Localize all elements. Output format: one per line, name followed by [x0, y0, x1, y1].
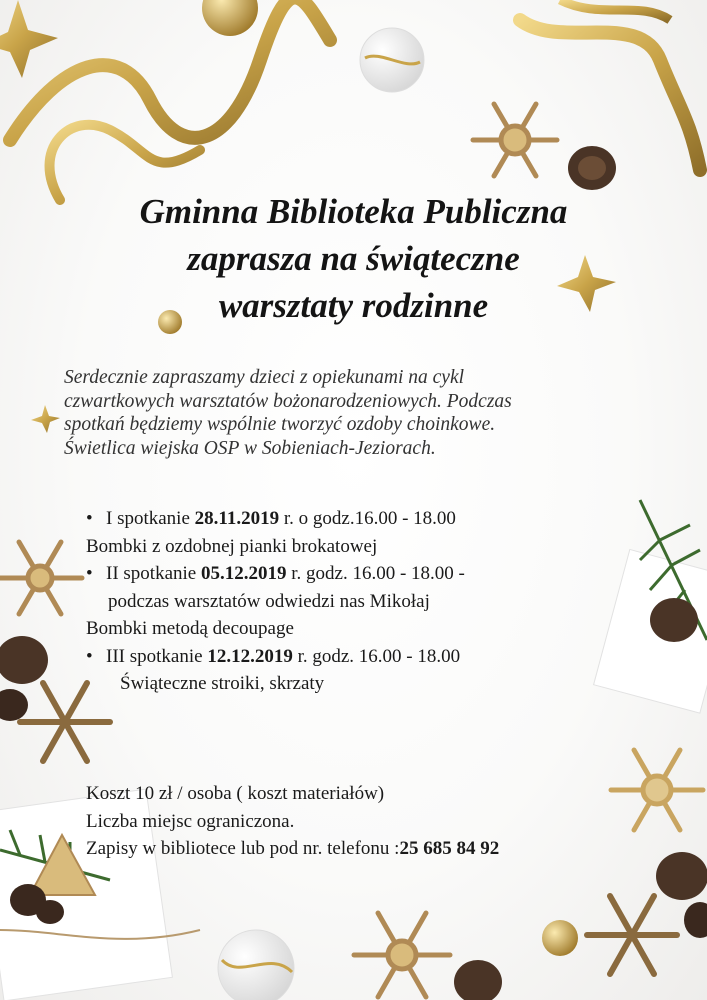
phone-number: 25 685 84 92 [399, 838, 500, 859]
meeting-2-theme: Bombki metodą decoupage [86, 618, 294, 639]
meeting-3-date: 12.12.2019 [207, 645, 293, 667]
ribbon-top-right [520, 20, 700, 170]
ribbon-top-left [10, 0, 330, 140]
title-line-2: zaprasza na świąteczne [187, 239, 520, 278]
footer-info [86, 780, 646, 863]
snowflake-wood-bottom-right [587, 896, 677, 974]
star-top-left [0, 0, 58, 78]
snowflake-top [473, 104, 557, 176]
intro-line-2: czwartkowych warsztatów bożonarodzeniowych. Podczas [64, 390, 512, 412]
schedule-list [86, 505, 626, 698]
bullet-icon: • [86, 563, 93, 584]
intro-line-3: spotkań będziemy wspólnie tworzyć ozdoby choinkowe. [64, 414, 496, 435]
meeting-2: • II spotkanie 05.12.2019 r. godz. 16.00 - 18.00 - [86, 560, 626, 588]
snowflake-left [0, 542, 82, 614]
meeting-2-note: podczas warsztatów odwiedzi nas Mikołaj [108, 590, 430, 612]
meeting-3: • III spotkanie 12.12.2019 r. godz. 16.00 - 18.00 [86, 643, 626, 671]
gold-ball-right [542, 920, 578, 956]
bullet-icon: • [86, 508, 93, 529]
signup-info: Zapisy w bibliotece lub pod nr. telefonu :25 685 84 92 [86, 838, 500, 859]
limit-info: Liczba miejsc ograniczona. [86, 810, 295, 832]
meeting-1: • I spotkanie 28.11.2019 r. o godz.16.00 - 18.00 [86, 505, 626, 533]
meeting-2-date: 05.12.2019 [200, 563, 287, 584]
meeting-3-theme: Świąteczne stroiki, skrzaty [120, 673, 325, 694]
star-small-left [31, 405, 60, 433]
meeting-1-date: 28.11.2019 [194, 508, 280, 529]
gold-ball-top [202, 0, 258, 36]
pinecone-left [0, 636, 48, 684]
intro-line-4: Świetlica wiejska OSP w Sobieniach-Jeziorach. [64, 437, 436, 459]
snowflake-bottom-center [354, 913, 450, 997]
cost-info: Koszt 10 zł / osoba ( koszt materiałów) [86, 783, 385, 804]
bullet-icon: • [86, 645, 93, 667]
intro-line-1: Serdecznie zapraszamy dzieci z opiekunami na cykl [64, 367, 465, 388]
title-line-3: warsztaty rodzinne [218, 286, 489, 325]
title-line-1: Gminna Biblioteka Publiczna [139, 192, 568, 231]
intro-paragraph [64, 366, 634, 460]
poster-title [0, 188, 707, 329]
pinecone-right [650, 598, 698, 642]
meeting-1-theme: Bombki z ozdobnej pianki brokatowej [86, 535, 378, 557]
pinecone-bottom [454, 960, 502, 1000]
